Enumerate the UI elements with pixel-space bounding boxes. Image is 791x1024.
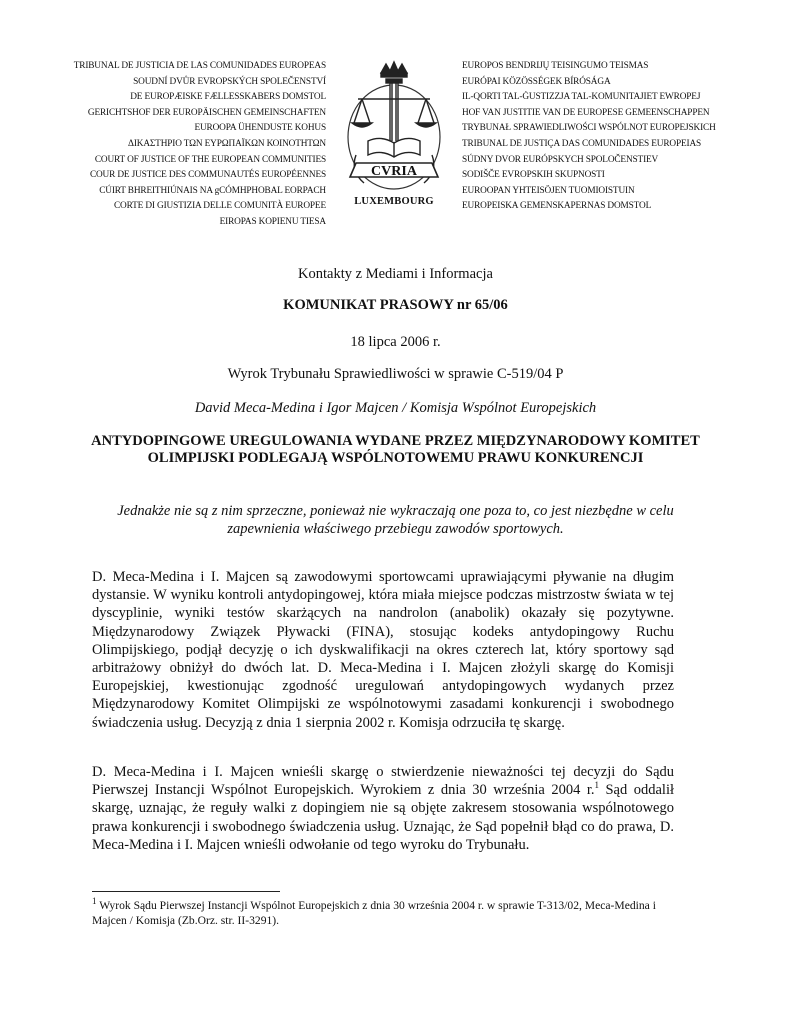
headline: ANTYDOPINGOWE UREGULOWANIA WYDANE PRZEZ MIĘDZYNARODOWY KOMITET OLIMPIJSKI PODLEGAJĄ WSPÓLNOTOWEMU PRAWU KONKURENCJI bbox=[91, 433, 700, 466]
court-name: IL-QORTI TAL-ĠUSTIZZJA TAL-KOMUNITAJIET EWROPEJ bbox=[462, 92, 701, 103]
city-name: LUXEMBOURG bbox=[354, 196, 434, 207]
curia-emblem-icon bbox=[334, 59, 454, 199]
court-name: EUROPOS BENDRIJŲ TEISINGUMO TEISMAS bbox=[462, 61, 649, 71]
letterhead-right-court-names bbox=[462, 59, 782, 215]
court-name: COUR DE JUSTICE DES COMMUNAUTÉS EUROPÉENNES bbox=[89, 170, 326, 181]
judgment-reference: Wyrok Trybunału Sprawiedliwości w sprawie C-519/04 P bbox=[227, 366, 564, 382]
court-name: EUROOPA ÜHENDUSTE KOHUS bbox=[194, 123, 326, 134]
court-name: CORTE DI GIUSTIZIA DELLE COMUNITÀ EUROPEE bbox=[113, 201, 326, 212]
letterhead-left-court-names bbox=[20, 59, 326, 231]
court-name: COURT OF JUSTICE OF THE EUROPEAN COMMUNITIES bbox=[94, 154, 326, 165]
court-name: EIROPAS KOPIENU TIESA bbox=[219, 216, 326, 227]
court-name: SODIŠČE EVROPSKIH SKUPNOSTI bbox=[462, 170, 605, 181]
court-name: EUROOPAN YHTEISÖJEN TUOMIOISTUIN bbox=[462, 185, 635, 196]
court-name: GERICHTSHOF DER EUROPÄISCHEN GEMEINSCHAFTEN bbox=[87, 107, 326, 118]
subheadline: Jednakże nie są z nim sprzeczne, ponieważ nie wykraczają one poza to, co jest niezbędne w celu zapewnienia właściwego przebiegu zawodów sportowych. bbox=[117, 503, 674, 537]
court-name: HOF VAN JUSTITIE VAN DE EUROPESE GEMEENSCHAPPEN bbox=[462, 107, 710, 118]
court-name: DE EUROPÆISKE FÆLLESSKABERS DOMSTOL bbox=[130, 92, 326, 103]
paragraph-2-text: D. Meca-Medina i I. Majcen wnieśli skargę o stwierdzenie nieważności tej decyzji do Sądu Pierwszej Instancji Wspólnot Europejskich. Wyrokiem z dnia 30 września 2004 r. bbox=[92, 764, 674, 799]
footnote bbox=[92, 896, 674, 929]
release-date: 18 lipca 2006 r. bbox=[350, 334, 441, 350]
footnote-text: Wyrok Sądu Pierwszej Instancji Wspólnot Europejskich z dnia 30 września 2004 r. w sprawie T-313/02, Meca-Medina i Majcen / Komisja (Zb.Orz. str. II-3291). bbox=[92, 899, 656, 927]
paragraph-2-text-continued: Sąd oddalił skargę, uznając, że reguły walki z dopingiem nie są objęte zakresem stosowania wspólnotowego prawa konkurencji i swobodnego świadczenia usług. Uznając, że Sąd popełnił błąd co do prawa, D. Meca-Medina i I. Majcen wnieśli odwołanie od tego wyroku do Trybunału. bbox=[92, 782, 674, 853]
court-name: TRIBUNAL DE JUSTIÇA DAS COMUNIDADES EUROPEIAS bbox=[462, 138, 702, 149]
court-name: EURÓPAI KÖZÖSSÉGEK BÍRÓSÁGA bbox=[462, 76, 611, 87]
body-paragraph-2 bbox=[92, 763, 674, 854]
case-parties: David Meca-Medina i Igor Majcen / Komisja Wspólnot Europejskich bbox=[194, 400, 597, 416]
press-release-title: KOMUNIKAT PRASOWY nr 65/06 bbox=[283, 297, 508, 313]
court-name: SOUDNÍ DVŮR EVROPSKÝCH SPOLEČENSTVÍ bbox=[133, 76, 326, 87]
footnote-divider bbox=[92, 891, 280, 892]
court-name: TRIBUNAL DE JUSTICIA DE LAS COMUNIDADES EUROPEAS bbox=[73, 61, 326, 71]
court-name: ΔΙΚΑΣΤΗΡΙΟ ΤΩΝ ΕΥΡΩΠΑΪΚΩΝ ΚΟΙΝΟΤΗΤΩΝ bbox=[128, 138, 326, 149]
court-name: EUROPEISKA GEMENSKAPERNAS DOMSTOL bbox=[462, 201, 652, 212]
court-name: TRYBUNAŁ SPRAWIEDLIWOŚCI WSPÓLNOT EUROPEJSKICH bbox=[462, 123, 716, 134]
court-name: SÚDNY DVOR EURÓPSKYCH SPOLOČENSTIEV bbox=[462, 154, 659, 165]
footnote-reference[interactable]: 1 bbox=[594, 780, 599, 791]
emblem-text: CVRIA bbox=[371, 164, 417, 179]
court-name: CÚIRT BHREITHIÚNAIS NA gCÓMHPHOBAL EORPACH bbox=[99, 185, 326, 196]
contact-line: Kontakty z Mediami i Informacja bbox=[298, 266, 493, 282]
body-paragraph-1: D. Meca-Medina i I. Majcen są zawodowymi sportowcami uprawiającymi pływanie na długim dystansie. W wyniku kontroli antydopingowej, która miała miejsce podczas mistrzostw świata w tej dyscyplinie, wyniki testów skarżących na nandrolon (anabolik) okazały się pozytywne. Międzynarodowy Związek Pływacki (FINA), stosując kodeks antydopingowy Ruchu Olimpijskiego, podjął decyzję o ich dyskwalifikacji na okres czterech lat, który sportowy sąd arbitrażowy obniżył do dwóch lat. D. Meca-Medina i I. Majcen złożyli skargę do Komisji Europejskiej, kwestionując zgodność uregulowań antydopingowych wydanych przez Międzynarodowy Komitet Olimpijski ze wspólnotowymi zasadami konkurencji i swobodnego świadczenia usług. Decyzją z dnia 1 sierpnia 2002 r. Komisja odrzuciła tę skargę. bbox=[92, 569, 674, 731]
footnote-marker: 1 bbox=[92, 896, 97, 907]
